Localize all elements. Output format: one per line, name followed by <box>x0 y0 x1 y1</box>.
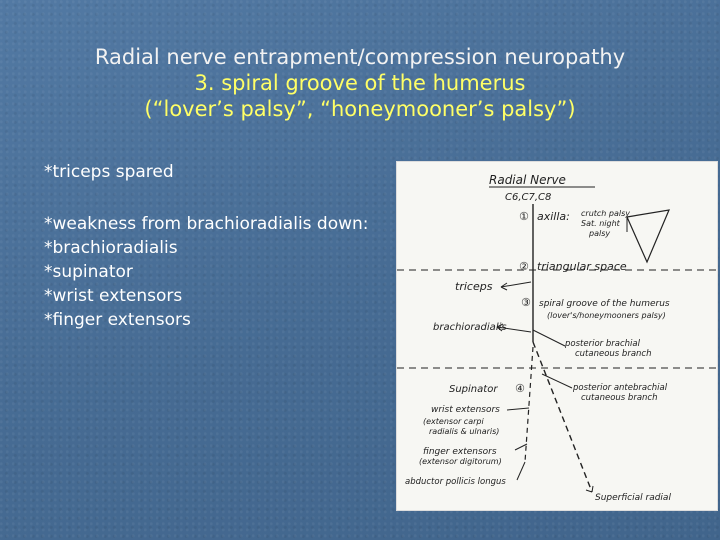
bullet-list <box>44 160 369 332</box>
wrist-arrow <box>507 408 529 410</box>
site1-label: axilla: <box>537 210 570 223</box>
branch2-line <box>542 374 572 388</box>
roots-label: C6,C7,C8 <box>505 192 552 203</box>
diagram-heading: Radial Nerve <box>489 173 566 187</box>
site1-number: ① <box>519 210 529 223</box>
branch2-label-1: posterior antebrachial <box>573 383 668 393</box>
branch1-label-2: cutaneous branch <box>575 349 652 359</box>
site1-note-2: Sat. night <box>581 219 620 228</box>
site2-number: ② <box>519 260 529 273</box>
slide-title <box>0 44 720 122</box>
brachioradialis-label: brachioradialis <box>433 322 507 333</box>
finger-extensors-sub: (extensor digitorum) <box>419 457 502 466</box>
superficial-radial-label: Superficial radial <box>595 493 671 503</box>
bullet-weakness: *weakness from brachioradialis down: <box>44 214 369 234</box>
crutch-sketch <box>627 210 669 262</box>
triceps-label: triceps <box>455 280 493 293</box>
title-line-3: (“lover’s palsy”, “honeymooner’s palsy”) <box>144 97 576 121</box>
finger-arrow <box>515 444 527 450</box>
wrist-extensors-sub-2: radialis & ulnaris) <box>429 427 500 436</box>
superficial-branch-line <box>533 342 592 492</box>
site3-label-2: (lover's/honeymooners palsy) <box>547 311 666 320</box>
site1-note-1: crutch palsy <box>581 209 631 218</box>
bullet-triceps-spared: *triceps spared <box>44 162 174 182</box>
site3-number: ③ <box>521 296 531 309</box>
bullet-brachioradialis: *brachioradialis <box>44 238 178 258</box>
supinator-label: Supinator <box>449 384 498 395</box>
finger-extensors-label: finger extensors <box>423 447 497 457</box>
site4-number: ④ <box>515 382 525 395</box>
branch1-label-1: posterior brachial <box>565 339 640 349</box>
site2-label: triangular space <box>537 260 627 273</box>
site3-label-1: spiral groove of the humerus <box>539 299 670 309</box>
bullet-finger-extensors: *finger extensors <box>44 310 191 330</box>
bullet-supinator: *supinator <box>44 262 133 282</box>
title-line-2: 3. spiral groove of the humerus <box>194 71 526 95</box>
abductor-label: abductor pollicis longus <box>405 477 506 487</box>
bullet-wrist-extensors: *wrist extensors <box>44 286 183 306</box>
radial-nerve-diagram <box>396 161 718 511</box>
abductor-arrow <box>517 462 525 480</box>
diagram-svg <box>397 162 717 510</box>
wrist-extensors-label: wrist extensors <box>431 405 500 415</box>
site1-note-3: palsy <box>589 229 611 238</box>
wrist-extensors-sub-1: (extensor carpi <box>423 417 484 426</box>
branch2-label-2: cutaneous branch <box>581 393 658 403</box>
branch1-line <box>533 330 565 346</box>
title-line-1: Radial nerve entrapment/compression neuropathy <box>94 45 626 69</box>
